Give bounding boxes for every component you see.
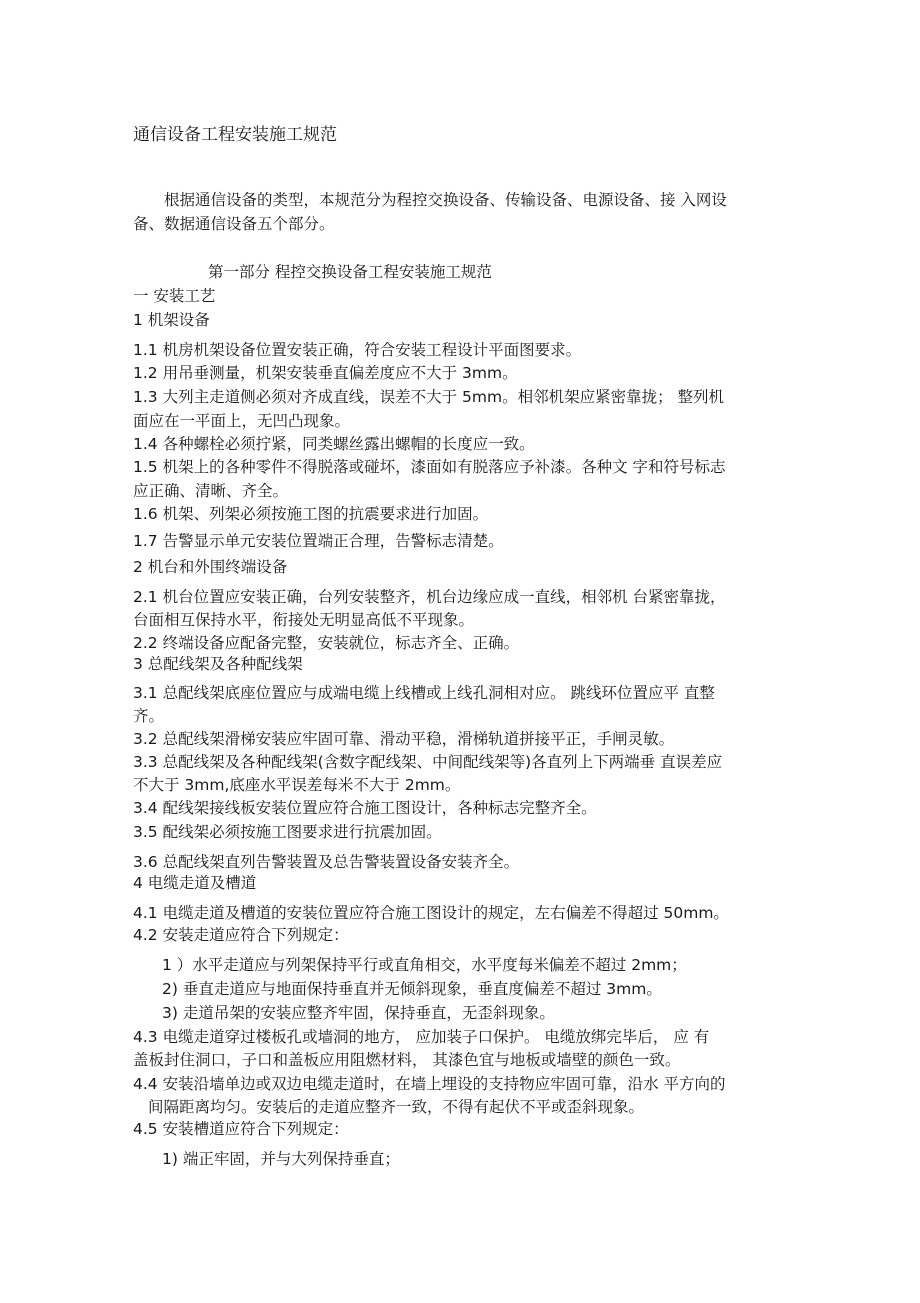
body-line: 1.6 机架、列架必须按施工图的抗震要求进行加固。 bbox=[133, 505, 489, 523]
body-line: 1.3 大列主走道侧必须对齐成直线，误差不大于 5mm。相邻机架应紧密靠拢； 整列机 bbox=[133, 388, 724, 406]
body-line: 间隔距离均匀。安装后的走道应整齐一致，不得有起伏不平或歪斜现象。 bbox=[148, 1098, 645, 1116]
body-line: 4.4 安装沿墙单边或双边电缆走道时，在墙上埋设的支持物应牢固可靠，沿水 平方向的 bbox=[133, 1075, 726, 1093]
body-line: 3.2 总配线架滑梯安装应牢固可靠、滑动平稳，滑梯轨道拼接平正，手闸灵敏。 bbox=[133, 730, 675, 748]
body-line: 4.2 安装走道应符合下列规定： bbox=[133, 926, 349, 944]
body-line: 3 总配线架及各种配线架 bbox=[133, 655, 303, 673]
body-line: 1.5 机架上的各种零件不得脱落或碰坏，漆面如有脱落应予补漆。各种文 字和符号标志 bbox=[133, 458, 726, 476]
body-line: 4 电缆走道及槽道 bbox=[133, 874, 257, 892]
body-line: 3.4 配线架接线板安装位置应符合施工图设计，各种标志完整齐全。 bbox=[133, 799, 597, 817]
intro-paragraph-line-1: 根据通信设备的类型，本规范分为程控交换设备、传输设备、电源设备、接 入网设 bbox=[164, 191, 727, 209]
body-line: 4.5 安装槽道应符合下列规定： bbox=[133, 1120, 349, 1138]
body-line: 4.3 电缆走道穿过楼板孔或墙洞的地方， 应加装子口保护。 电缆放绑完毕后， 应 有 bbox=[133, 1028, 710, 1046]
body-line: 1 机架设备 bbox=[133, 311, 210, 329]
body-line: 1.7 告警显示单元安装位置端正合理，告警标志清楚。 bbox=[133, 532, 504, 550]
document-title: 通信设备工程安装施工规范 bbox=[133, 125, 337, 145]
intro-paragraph-line-2: 备、数据通信设备五个部分。 bbox=[133, 215, 335, 233]
body-line: 3.1 总配线架底座位置应与成端电缆上线槽或上线孔洞相对应。 跳线环位置应平 直整 bbox=[133, 684, 715, 702]
body-line: 盖板封住洞口，子口和盖板应用阻燃材料， 其漆色宜与地板或墙壁的颜色一致。 bbox=[133, 1051, 681, 1069]
body-line: 应正确、清晰、齐全。 bbox=[133, 482, 289, 500]
body-line: 2.2 终端设备应配备完整，安装就位，标志齐全、正确。 bbox=[133, 634, 520, 652]
section-heading: 一 安装工艺 bbox=[133, 287, 216, 305]
body-line: 1.4 各种螺栓必须拧紧，同类螺丝露出螺帽的长度应一致。 bbox=[133, 435, 535, 453]
body-line: 面应在一平面上，无凹凸现象。 bbox=[133, 412, 351, 430]
body-line: 3.3 总配线架及各种配线架(含数字配线架、中间配线架等)各直列上下两端垂 直误差应 bbox=[133, 753, 723, 771]
part-title: 第一部分 程控交换设备工程安装施工规范 bbox=[208, 263, 492, 281]
body-line: 3) 走道吊架的安装应整齐牢固，保持垂直，无歪斜现象。 bbox=[162, 1004, 555, 1022]
body-line: 2.1 机台位置应安装正确，台列安装整齐，机台边缘应成一直线，相邻机 台紧密靠拢， bbox=[133, 588, 726, 606]
body-line: 1.2 用吊垂测量，机架安装垂直偏差度应不大于 3mm。 bbox=[133, 364, 518, 382]
body-line: 台面相互保持水平，衔接处无明显高低不平现象。 bbox=[133, 611, 475, 629]
body-line: 齐。 bbox=[133, 707, 165, 725]
body-line: 1.1 机房机架设备位置安装正确，符合安装工程设计平面图要求。 bbox=[133, 341, 582, 359]
body-line: 3.6 总配线架直列告警装置及总告警装置设备安装齐全。 bbox=[133, 853, 520, 871]
body-line: 4.1 电缆走道及槽道的安装位置应符合施工图设计的规定，左右偏差不得超过 50mm。 bbox=[133, 904, 729, 922]
body-line: 2) 垂直走道应与地面保持垂直并无倾斜现象，垂直度偏差不超过 3mm。 bbox=[162, 980, 662, 998]
body-line: 不大于 3mm,底座水平误差每米不大于 2mm。 bbox=[133, 776, 461, 794]
body-line: 3.5 配线架必须按施工图要求进行抗震加固。 bbox=[133, 823, 442, 841]
body-line: 1 ）水平走道应与列架保持平行或直角相交，水平度每米偏差不超过 2mm； bbox=[162, 956, 687, 974]
body-line: 1) 端正牢固，并与大列保持垂直； bbox=[162, 1150, 400, 1168]
body-line: 2 机台和外围终端设备 bbox=[133, 558, 288, 576]
